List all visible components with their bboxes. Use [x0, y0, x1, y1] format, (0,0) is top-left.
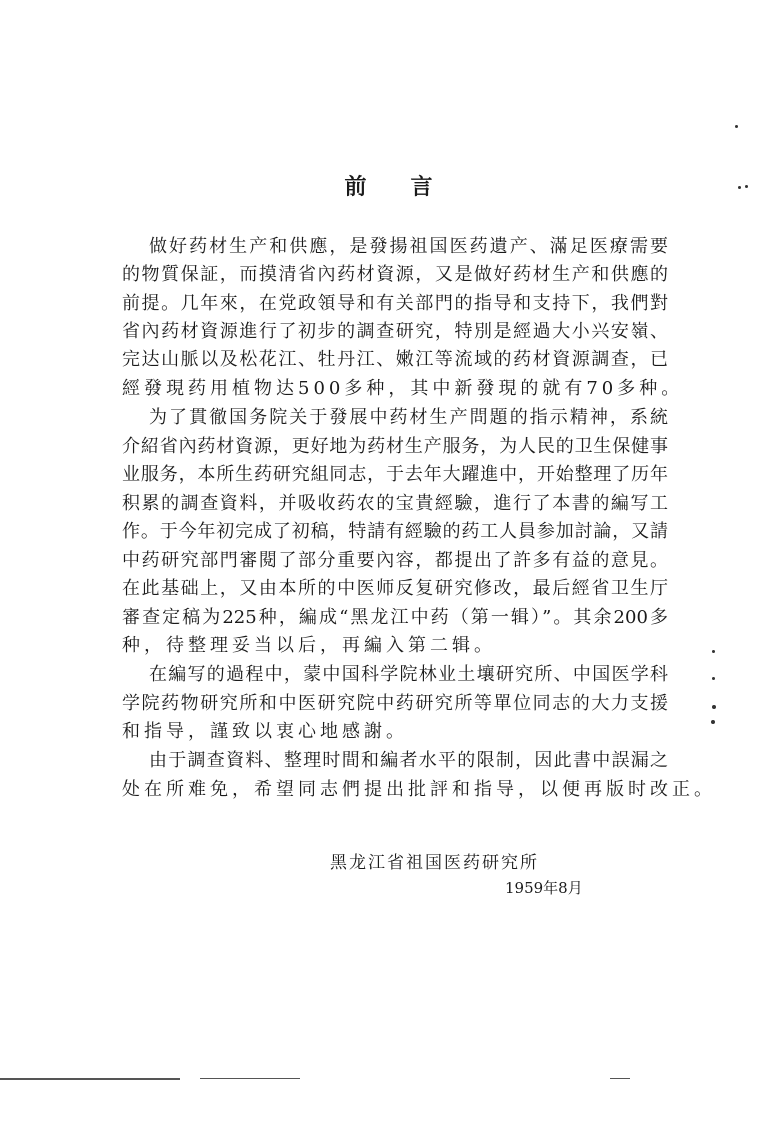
- preface-line: 在此基础上，又由本所的中医师反复研究修改，最后經省卫生厅: [122, 578, 668, 599]
- scan-speck: [711, 720, 715, 724]
- scan-speck: [745, 185, 748, 188]
- scan-edge: [610, 1078, 630, 1079]
- preface-line: 前提。几年來，在党政領导和有关部門的指导和支持下，我們對: [122, 293, 668, 314]
- scan-speck: [712, 705, 716, 709]
- preface-line: 处在所难免，希望同志們提出批評和指导，以便再版时改正。: [122, 779, 716, 800]
- preface-line: 經發現药用植物达500多种，其中新發現的就有70多种。: [122, 378, 684, 399]
- scan-edge: [0, 1078, 180, 1080]
- preface-line: 业服务，本所生药研究組同志，于去年大躍進中，开始整理了历年: [122, 464, 668, 485]
- preface-line: 在編写的過程中，蒙中国科学院林业土壤研究所、中国医学科: [149, 664, 668, 685]
- scan-speck: [735, 125, 738, 128]
- preface-line: 的物質保証，而摸清省內药材資源，又是做好药材生产和供應的: [122, 264, 668, 285]
- preface-line: 学院药物研究所和中医研究院中药研究所等單位同志的大力支援: [122, 693, 668, 714]
- preface-line: 省內药材資源進行了初步的調查研究，特別是經過大小兴安嶺、: [122, 321, 668, 342]
- signature-institution: 黑龙江省祖国医药研究所: [330, 853, 539, 873]
- preface-line: 做好药材生产和供應，是發揚祖国医药遺产、滿足医療需要: [149, 236, 668, 257]
- scan-speck: [712, 650, 715, 653]
- scan-edge: [200, 1078, 300, 1079]
- preface-line: 由于調查資料、整理时間和編者水平的限制，因此書中誤漏之: [149, 750, 668, 771]
- preface-line: 完达山脈以及松花江、牡丹江、嫩江等流域的药材資源調查，已: [122, 349, 668, 370]
- preface-line: 中药研究部門審閱了部分重要內容，都提出了許多有益的意見。: [122, 550, 668, 571]
- preface-line: 作。于今年初完成了初稿，特請有經驗的药工人員参加討論，又請: [122, 521, 668, 542]
- scan-speck: [712, 677, 715, 680]
- preface-line: 积累的調查資料，并吸收药农的宝貴經驗，進行了本書的編写工: [122, 493, 668, 514]
- preface-line: 介紹省內药材資源，更好地为药材生产服务，为人民的卫生保健事: [122, 436, 668, 457]
- scan-speck: [738, 186, 741, 189]
- preface-line: 和指导，謹致以衷心地感謝。: [122, 721, 408, 742]
- page-title: 前言: [344, 174, 477, 200]
- preface-line: 为了貫徹国务院关于發展中药材生产問題的指示精神，系統: [149, 407, 668, 428]
- signature-date: 1959年8月: [505, 879, 583, 897]
- preface-line: 种，待整理妥当以后，再編入第二辑。: [122, 635, 496, 656]
- preface-line: 審查定稿为225种，編成“黑龙江中药（第一辑）”。其余200多: [122, 607, 668, 628]
